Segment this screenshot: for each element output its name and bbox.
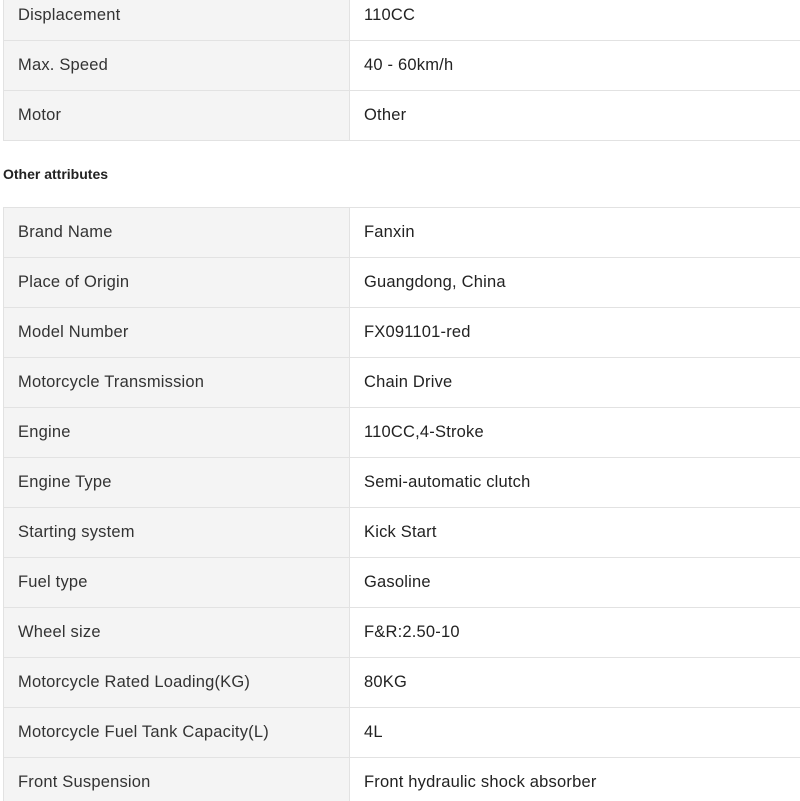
table-row	[4, 358, 800, 408]
table-row	[4, 408, 800, 458]
section-title: Other attributes	[3, 166, 109, 182]
key-attributes-table	[3, 0, 800, 141]
table-row	[4, 208, 800, 258]
attribute-label: Engine	[4, 408, 350, 458]
attribute-label: Model Number	[4, 308, 350, 358]
table-row	[4, 308, 800, 358]
attribute-value: Chain Drive	[350, 358, 800, 408]
attribute-label: Max. Speed	[4, 41, 350, 91]
attribute-value: 80KG	[350, 658, 800, 708]
attribute-label: Brand Name	[4, 208, 350, 258]
table-row	[4, 458, 800, 508]
attribute-value: Fanxin	[350, 208, 800, 258]
other-attributes-table	[3, 207, 800, 801]
attribute-value: 110CC	[350, 0, 800, 41]
attribute-value: Kick Start	[350, 508, 800, 558]
attribute-value: 4L	[350, 708, 800, 758]
attribute-value: F&R:2.50-10	[350, 608, 800, 658]
attribute-label: Starting system	[4, 508, 350, 558]
table-row	[4, 758, 800, 801]
attribute-label: Motorcycle Transmission	[4, 358, 350, 408]
attribute-label: Front Suspension	[4, 758, 350, 801]
attribute-value: 110CC,4-Stroke	[350, 408, 800, 458]
table-row	[4, 258, 800, 308]
attribute-label: Motorcycle Fuel Tank Capacity(L)	[4, 708, 350, 758]
table-row	[4, 658, 800, 708]
attribute-value: Semi-automatic clutch	[350, 458, 800, 508]
attribute-label: Fuel type	[4, 558, 350, 608]
attribute-value: FX091101-red	[350, 308, 800, 358]
attribute-value: Gasoline	[350, 558, 800, 608]
table-row	[4, 41, 800, 91]
table-row	[4, 708, 800, 758]
attribute-value: Other	[350, 91, 800, 141]
attribute-value: Front hydraulic shock absorber	[350, 758, 800, 801]
table-row	[4, 558, 800, 608]
attribute-label: Motorcycle Rated Loading(KG)	[4, 658, 350, 708]
table-row	[4, 0, 800, 41]
attribute-label: Motor	[4, 91, 350, 141]
table-row	[4, 508, 800, 558]
attribute-label: Wheel size	[4, 608, 350, 658]
attribute-label: Displacement	[4, 0, 350, 41]
attribute-label: Engine Type	[4, 458, 350, 508]
attribute-label: Place of Origin	[4, 258, 350, 308]
table-row	[4, 91, 800, 141]
attribute-value: Guangdong, China	[350, 258, 800, 308]
table-row	[4, 608, 800, 658]
attribute-value: 40 - 60km/h	[350, 41, 800, 91]
